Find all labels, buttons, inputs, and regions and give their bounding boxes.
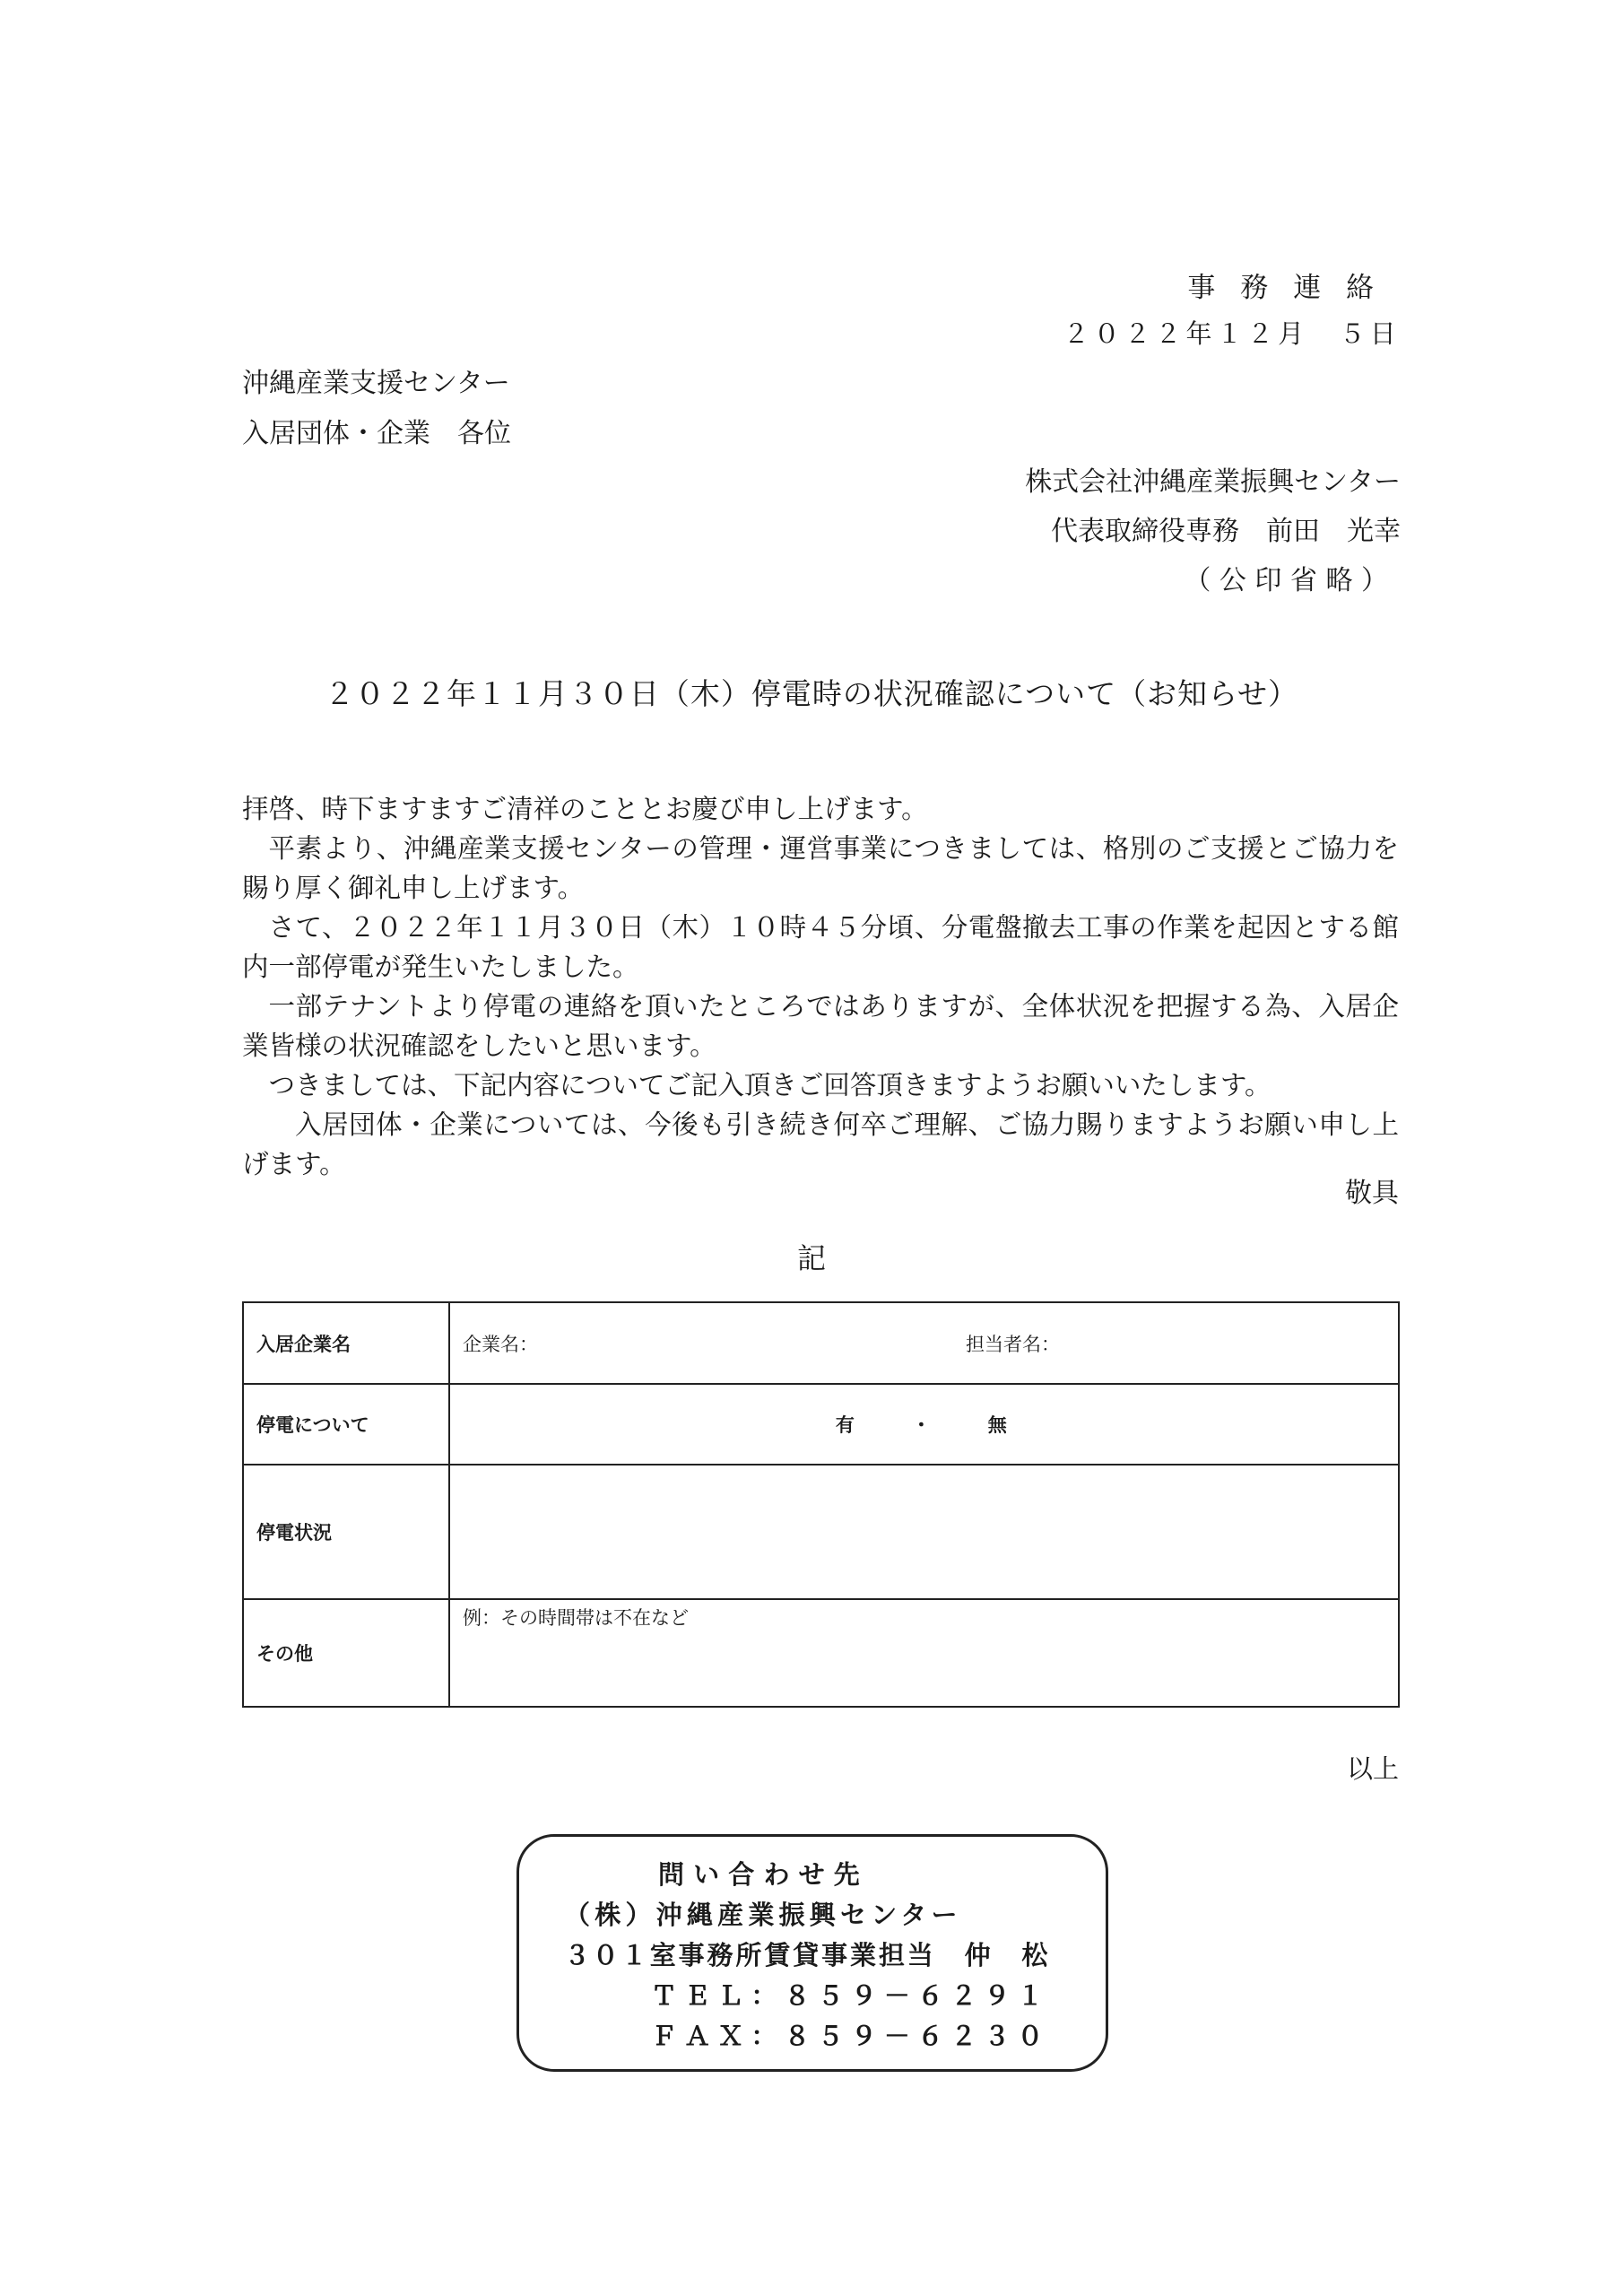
closing-keigu: 敬具 (1345, 1178, 1399, 1209)
contact-fax: ＦＡＸ：８５９－６２３０ (651, 2021, 1051, 2051)
contact-box (516, 1834, 1108, 2072)
body-paragraph-2: 平素より、沖縄産業支援センターの管理・運営事業につきましては、格別のご支援とご協力を賜り厚く御礼申し上げます。 (242, 833, 1399, 903)
sender-representative: 代表取締役専務 前田 光幸 (1051, 516, 1401, 547)
seal-omitted-note: （ 公 印 省 略 ） (1184, 565, 1388, 596)
addressee-line-1: 沖縄産業支援センター (242, 368, 510, 399)
company-contact-field[interactable] (449, 1302, 1399, 1384)
form-row-outage (243, 1384, 1399, 1465)
body-paragraph-5: つきましては、下記内容についてご記入頂きご回答頂きますようお願いいたします。 (268, 1070, 1271, 1100)
contact-organization: （株）沖縄産業振興センター (564, 1900, 962, 1930)
response-form-table (242, 1301, 1400, 1708)
option-no[interactable]: 無 (987, 1414, 1013, 1436)
form-label-company: 入居企業名 (243, 1302, 449, 1384)
company-name-label: 企業名： (463, 1333, 538, 1355)
option-separator: ・ (911, 1414, 937, 1436)
document-type: 事務連絡 (1187, 272, 1399, 304)
letter-body (242, 789, 1399, 1184)
outage-yes-no-field[interactable] (449, 1384, 1399, 1465)
body-paragraph-1: 拝啓、時下ますますご清祥のこととお慶び申し上げます。 (242, 794, 928, 824)
sender-company: 株式会社沖縄産業振興センター (1025, 466, 1401, 498)
option-yes[interactable]: 有 (835, 1414, 861, 1436)
outage-status-field[interactable] (449, 1465, 1399, 1599)
form-row-other (243, 1599, 1399, 1707)
contact-tel: ＴＥＬ：８５９－６２９１ (651, 1980, 1051, 2011)
notice-title: ２０２２年１１月３０日（木）停電時の状況確認について（お知らせ） (324, 676, 1299, 711)
contact-heading: 問い合わせ先 (658, 1859, 869, 1890)
form-label-outage: 停電について (243, 1384, 449, 1465)
form-label-other: その他 (243, 1599, 449, 1707)
person-in-charge-label: 担当者名： (966, 1333, 1060, 1355)
end-mark: 以上 (1346, 1753, 1399, 1784)
form-row-company (243, 1302, 1399, 1384)
other-example-text: 例：その時間帯は不在など (463, 1607, 689, 1629)
body-paragraph-3: さて、２０２２年１１月３０日（木）１０時４５分頃、分電盤撤去工事の作業を起因とする館内一部停電が発生いたしました。 (242, 912, 1399, 982)
form-row-status (243, 1465, 1399, 1599)
contact-person: ３０１室事務所賃貸事業担当 仲 松 (564, 1940, 1051, 1970)
body-paragraph-6: 入居団体・企業については、今後も引き続き何卒ご理解、ご協力賜りますようお願い申し上げます。 (242, 1109, 1399, 1179)
issue-date: ２０２２年１２月 ５日 (1063, 318, 1401, 349)
other-notes-field[interactable] (449, 1599, 1399, 1707)
ki-heading: 記 (796, 1241, 826, 1275)
addressee-line-2: 入居団体・企業 各位 (242, 418, 511, 449)
body-paragraph-4: 一部テナントより停電の連絡を頂いたところではありますが、全体状況を把握する為、入居企業皆様の状況確認をしたいと思います。 (242, 991, 1399, 1061)
form-label-status: 停電状況 (243, 1465, 449, 1599)
